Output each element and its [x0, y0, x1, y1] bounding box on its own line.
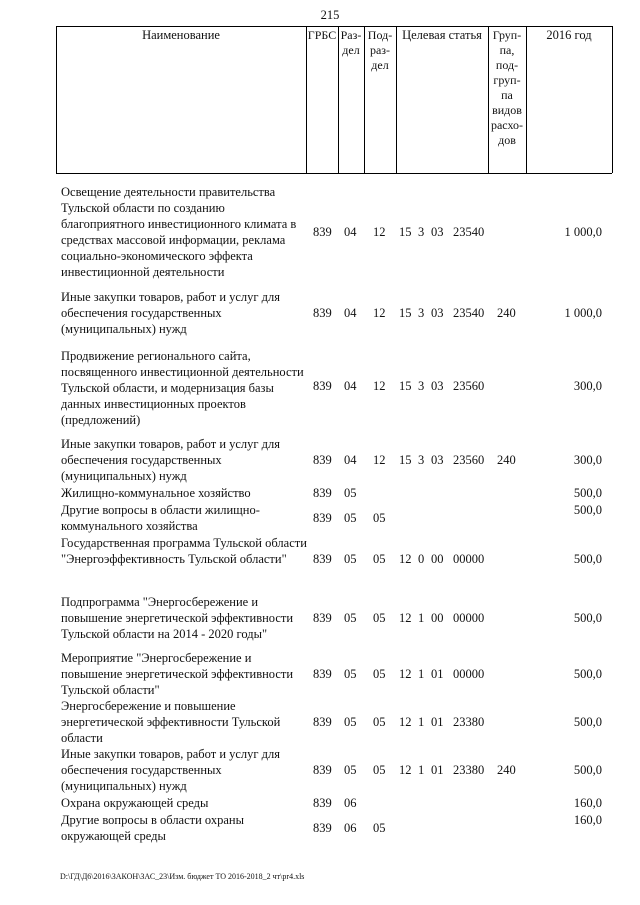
row-name: Мероприятие "Энергосбережение и повышение энергетической эффективности Тульской области"	[61, 651, 294, 697]
row-target-subprogram: 1	[418, 611, 425, 625]
row-grbs: 839	[313, 796, 332, 810]
row-target-event: 03	[431, 225, 444, 239]
row-target-direction: 00000	[453, 611, 485, 625]
row-target-direction: 23560	[453, 379, 485, 393]
row-razdel: 04	[344, 453, 357, 467]
row-target-subprogram: 3	[418, 379, 425, 393]
row-grbs: 839	[313, 306, 332, 320]
row-podrazdel: 05	[373, 715, 386, 729]
row-amount: 500,0	[573, 503, 602, 517]
row-target-direction: 23540	[453, 306, 485, 320]
row-razdel: 04	[344, 379, 357, 393]
row-target-subprogram: 3	[418, 453, 425, 467]
row-podrazdel: 12	[373, 453, 386, 467]
row-amount: 500,0	[573, 552, 602, 566]
row-target-direction: 00000	[453, 552, 485, 566]
row-podrazdel: 05	[373, 821, 386, 835]
row-target-program: 12	[399, 611, 412, 625]
row-name: Освещение деятельности правительства Тульской области по созданию благоприятного инвестиционного климата в средствах массовой информации, реклама социально-экономического эффекта инвестиционной деятельности	[61, 185, 297, 279]
row-target-direction: 23380	[453, 763, 485, 777]
row-target-subprogram: 1	[418, 715, 425, 729]
row-razdel: 04	[344, 225, 357, 239]
row-grbs: 839	[313, 821, 332, 835]
row-expense-group: 240	[497, 763, 516, 777]
row-podrazdel: 05	[373, 511, 386, 525]
row-amount: 500,0	[573, 715, 602, 729]
row-amount: 500,0	[573, 611, 602, 625]
row-name: Охрана окружающей среды	[61, 796, 209, 810]
row-grbs: 839	[313, 453, 332, 467]
row-target-subprogram: 0	[418, 552, 425, 566]
header-target: Целевая статья	[402, 28, 482, 42]
row-podrazdel: 05	[373, 552, 386, 566]
row-grbs: 839	[313, 611, 332, 625]
header-name: Наименование	[142, 28, 220, 42]
row-amount: 300,0	[573, 379, 602, 393]
header-razdel: Раз- дел	[340, 28, 362, 57]
row-target-event: 03	[431, 306, 444, 320]
row-razdel: 05	[344, 667, 357, 681]
header-group: Груп- па, под- груп- па видов расхо- дов	[490, 28, 524, 147]
row-target-program: 12	[399, 552, 412, 566]
row-target-direction: 23540	[453, 225, 485, 239]
row-razdel: 06	[344, 821, 357, 835]
row-razdel: 06	[344, 796, 357, 810]
row-target-subprogram: 1	[418, 667, 425, 681]
row-target-event: 00	[431, 552, 444, 566]
row-grbs: 839	[313, 511, 332, 525]
row-podrazdel: 05	[373, 763, 386, 777]
row-expense-group: 240	[497, 306, 516, 320]
page-number: 215	[320, 8, 340, 22]
row-amount: 160,0	[573, 796, 602, 810]
row-name: Другие вопросы в области жилищно-коммунального хозяйства	[61, 503, 260, 533]
row-target-event: 00	[431, 611, 444, 625]
row-target-direction: 00000	[453, 667, 485, 681]
row-amount: 160,0	[573, 813, 602, 827]
row-amount: 1 000,0	[564, 306, 602, 320]
header-podrazdel: Под- раз- дел	[367, 28, 393, 72]
row-target-program: 15	[399, 306, 412, 320]
row-name: Иные закупки товаров, работ и услуг для обеспечения государственных (муниципальных) нужд	[61, 290, 281, 336]
row-podrazdel: 12	[373, 306, 386, 320]
row-target-event: 01	[431, 763, 444, 777]
row-name: Продвижение регионального сайта, посвященного инвестиционной деятельности Тульской области, и модернизация базы данных инвестиционных проектов (предложений)	[61, 349, 304, 427]
row-razdel: 05	[344, 486, 357, 500]
row-razdel: 05	[344, 552, 357, 566]
row-target-event: 03	[431, 379, 444, 393]
row-target-program: 15	[399, 379, 412, 393]
row-target-direction: 23380	[453, 715, 485, 729]
row-grbs: 839	[313, 763, 332, 777]
row-target-event: 01	[431, 715, 444, 729]
row-target-program: 12	[399, 715, 412, 729]
row-razdel: 05	[344, 715, 357, 729]
row-target-program: 12	[399, 763, 412, 777]
row-target-program: 15	[399, 225, 412, 239]
row-razdel: 05	[344, 763, 357, 777]
row-grbs: 839	[313, 552, 332, 566]
row-grbs: 839	[313, 379, 332, 393]
row-target-subprogram: 3	[418, 306, 425, 320]
row-expense-group: 240	[497, 453, 516, 467]
row-grbs: 839	[313, 715, 332, 729]
row-target-subprogram: 1	[418, 763, 425, 777]
row-amount: 300,0	[573, 453, 602, 467]
row-name: Государственная программа Тульской области "Энергоэффективность Тульской области"	[61, 536, 307, 566]
row-amount: 500,0	[573, 763, 602, 777]
file-path-footer: D:\ГД\Д6\2016\ЗАКОН\ЗАС_23\Изм. бюджет ТО 2016-2018_2 чт\pr4.xls	[60, 872, 305, 881]
row-target-program: 12	[399, 667, 412, 681]
row-name: Жилищно-коммунальное хозяйство	[61, 486, 251, 500]
row-name: Иные закупки товаров, работ и услуг для обеспечения государственных (муниципальных) нужд	[61, 747, 281, 793]
row-name: Другие вопросы в области охраны окружающей среды	[61, 813, 245, 843]
row-podrazdel: 12	[373, 225, 386, 239]
row-target-program: 15	[399, 453, 412, 467]
row-name: Подпрограмма "Энергосбережение и повышение энергетической эффективности Тульской области на 2014 - 2020 годы"	[61, 595, 294, 641]
row-target-direction: 23560	[453, 453, 485, 467]
row-name: Иные закупки товаров, работ и услуг для обеспечения государственных (муниципальных) нужд	[61, 437, 281, 483]
row-amount: 1 000,0	[564, 225, 602, 239]
row-grbs: 839	[313, 486, 332, 500]
row-target-subprogram: 3	[418, 225, 425, 239]
row-razdel: 05	[344, 611, 357, 625]
row-target-event: 03	[431, 453, 444, 467]
row-podrazdel: 05	[373, 667, 386, 681]
header-year: 2016 год	[546, 28, 592, 42]
row-amount: 500,0	[573, 667, 602, 681]
row-razdel: 05	[344, 511, 357, 525]
row-razdel: 04	[344, 306, 357, 320]
row-grbs: 839	[313, 667, 332, 681]
header-grbs: ГРБС	[307, 28, 337, 42]
row-name: Энергосбережение и повышение энергетической эффективности Тульской области	[61, 699, 281, 745]
row-target-event: 01	[431, 667, 444, 681]
row-amount: 500,0	[573, 486, 602, 500]
row-grbs: 839	[313, 225, 332, 239]
row-podrazdel: 05	[373, 611, 386, 625]
row-podrazdel: 12	[373, 379, 386, 393]
